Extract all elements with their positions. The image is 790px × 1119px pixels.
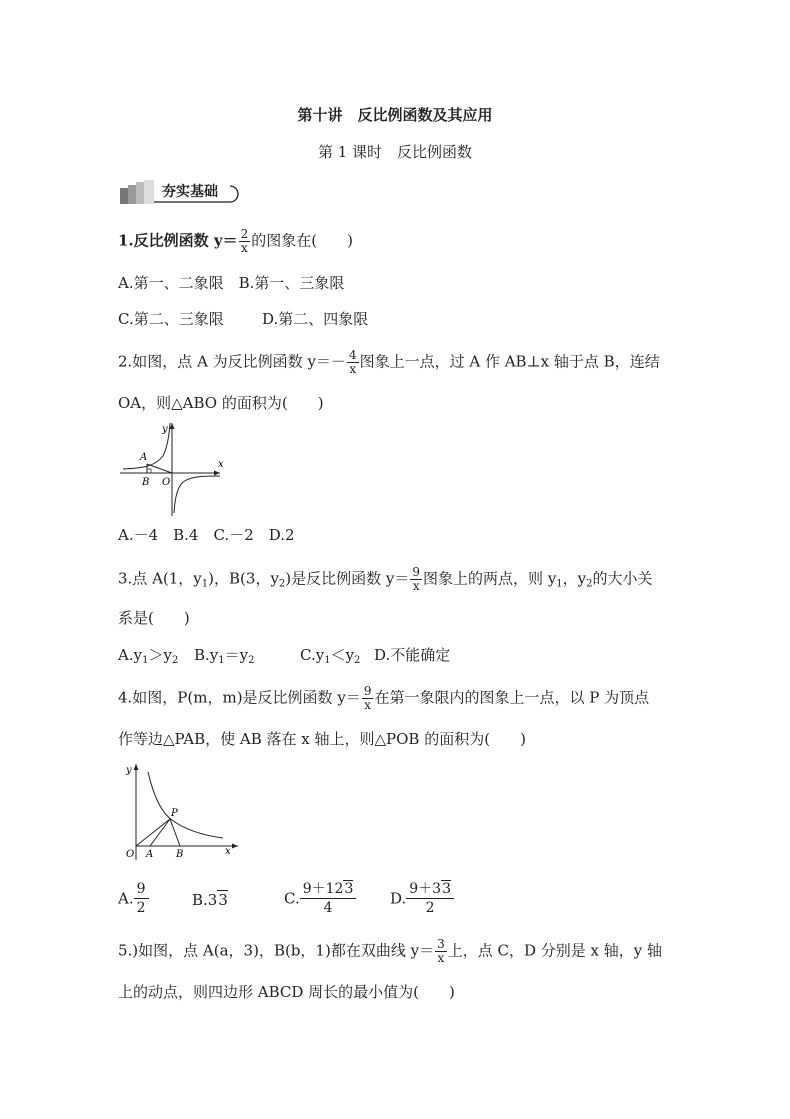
question-1 [118, 228, 353, 255]
page-subtitle: 第 1 课时 反比例函数 [317, 143, 473, 161]
q1-fraction: $\frac{2}{x}$ [240, 227, 249, 255]
q2-fraction: $\frac{4}{x}$ [348, 348, 357, 376]
q1-option-d: D.第二、四象限 [262, 310, 369, 328]
q2-stem-end: 图象上一点，过 A 作 AB⊥x 轴于点 B，连结 [359, 352, 660, 371]
q3-option-c: $C.y_1<y_2$ [300, 646, 361, 666]
q3-fraction: $\frac{9}{x}$ [412, 565, 421, 593]
q3-option-d: D.不能确定 [374, 646, 451, 664]
question-4: 4.如图，P(m，m)是反比例函数 y＝ $\frac{9}{x}$ 在第一象限内的图象上一点，以 P 为顶点 [118, 684, 650, 712]
q4-label-b: B [176, 849, 184, 860]
q4-option-b: B.33 [192, 891, 228, 909]
q4-label-a: A [146, 849, 154, 860]
q4-label-x: x [225, 846, 231, 857]
q3-option-b: $B.y_1=y_2$ [194, 646, 255, 666]
q2-options: A.－4 B.4 C.－2 D.2 [118, 526, 295, 544]
q4-option-d: D. $\frac{9+33}{2}$ [390, 880, 454, 917]
q2-label-y: y [162, 424, 168, 435]
q5-fraction: $\frac{3}{x}$ [437, 937, 445, 965]
q1-options-ab: A.第一、二象限 B.第一、三象限 [118, 274, 345, 292]
q4-label-o: O [126, 849, 135, 860]
q4-option-c: C. $\frac{9+123}{4}$ [284, 880, 356, 917]
page-title: 第十讲 反比例函数及其应用 [297, 106, 493, 124]
q2-label-b: B [142, 477, 150, 488]
q5-stem-line2: 上的动点，则四边形 ABCD 周长的最小值为( ) [118, 983, 455, 1001]
q2-label-x: x [218, 459, 224, 470]
q4-fraction: $\frac{9}{x}$ [363, 684, 372, 712]
q3-stem-line2: 系是( ) [118, 609, 190, 627]
q2-label-o: O [162, 477, 171, 488]
q2-stem: 2.如图，点 A 为反比例函数 y＝－ [118, 352, 346, 371]
q4-stem-line2: 作等边△PAB，使 AB 落在 x 轴上，则△POB 的面积为( ) [118, 730, 526, 748]
q2-label-a: A [140, 452, 148, 463]
q4-label-y: y [126, 765, 132, 776]
q4-option-a: A. $\frac{9}{2}$ [118, 880, 149, 917]
section-header [118, 178, 258, 208]
question-3: 3.点 A(1，$y_1$)，B(3，$y_2$)是反比例函数 y＝ $\frac{9}{x}$ 图象上的两点，则 $y_1$，$y_2$的大小关 [118, 565, 653, 593]
section-title: 夯实基础 [162, 184, 218, 200]
q4-figure [118, 758, 243, 863]
q2-stem-line2: OA，则△ABO 的面积为( ) [118, 394, 324, 412]
q3-option-a: $A.y_1>y_2$ [118, 646, 179, 666]
q4-label-p: P [171, 808, 178, 819]
question-5: 5.)如图，点 A(a，3)，B(b，1)都在双曲线 y＝ $\frac{3}{x}$ 上，点 C，D 分别是 x 轴，y 轴 [118, 937, 662, 965]
q2-figure [115, 418, 230, 518]
question-2 [118, 349, 660, 376]
q1-option-c: C.第二、三象限 [118, 310, 224, 328]
q1-stem-end: 的图象在( ) [251, 231, 353, 250]
q1-stem: 1.反比例函数 y＝ [118, 231, 238, 250]
